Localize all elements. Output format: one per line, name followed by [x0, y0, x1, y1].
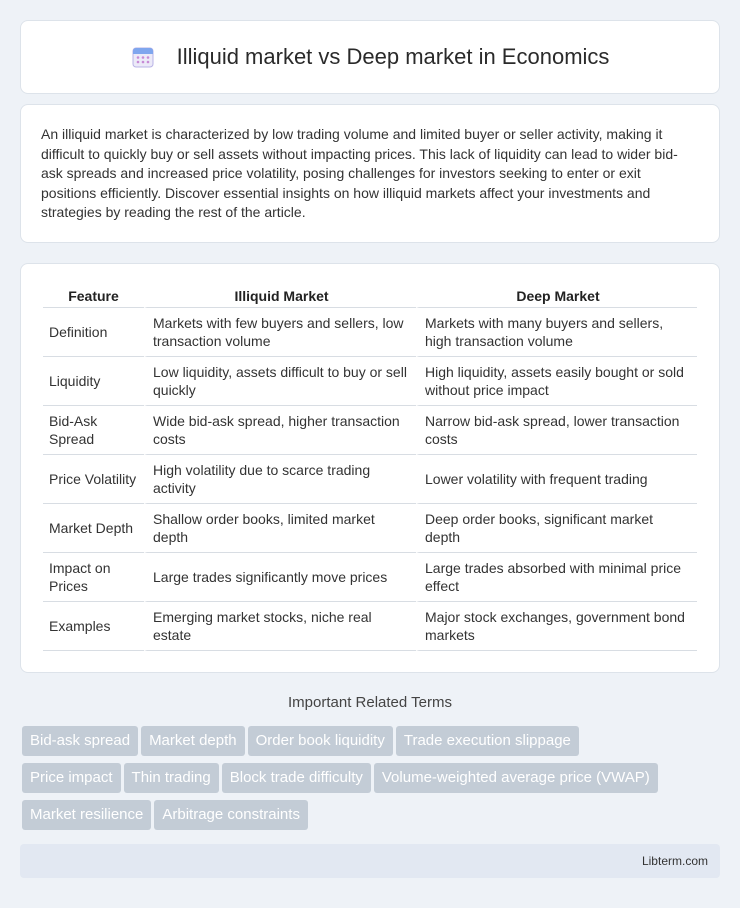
- table-row: [43, 602, 697, 651]
- feature-cell: Bid-Ask Spread: [43, 406, 144, 455]
- deep-cell: Markets with many buyers and sellers, high transaction volume: [416, 308, 697, 357]
- table-row: [43, 504, 697, 553]
- table-row: [43, 455, 697, 504]
- illiquid-cell: High volatility due to scarce trading activity: [144, 455, 416, 504]
- illiquid-cell: Markets with few buyers and sellers, low transaction volume: [144, 308, 416, 357]
- related-terms-list: [22, 726, 722, 837]
- related-term-tag[interactable]: Market resilience: [22, 800, 151, 830]
- table-row: [43, 357, 697, 406]
- comparison-table: [43, 284, 697, 651]
- related-terms-title: Important Related Terms: [288, 694, 452, 711]
- related-term-tag[interactable]: Price impact: [22, 763, 121, 793]
- header-deep-market: Deep Market: [416, 284, 697, 308]
- deep-cell: High liquidity, assets easily bought or sold without price impact: [416, 357, 697, 406]
- related-term-tag[interactable]: Market depth: [141, 726, 245, 756]
- related-term-tag[interactable]: Arbitrage constraints: [154, 800, 308, 830]
- related-term-tag[interactable]: Trade execution slippage: [396, 726, 579, 756]
- feature-cell: Examples: [43, 602, 144, 651]
- feature-cell: Price Volatility: [43, 455, 144, 504]
- deep-cell: Large trades absorbed with minimal price effect: [416, 553, 697, 602]
- footer: [20, 844, 720, 878]
- table-header-row: [43, 284, 697, 308]
- deep-cell: Deep order books, significant market depth: [416, 504, 697, 553]
- feature-cell: Liquidity: [43, 357, 144, 406]
- illiquid-cell: Low liquidity, assets difficult to buy or sell quickly: [144, 357, 416, 406]
- deep-cell: Narrow bid-ask spread, lower transaction costs: [416, 406, 697, 455]
- page-title: Illiquid market vs Deep market in Economics: [176, 44, 610, 69]
- table-row: [43, 308, 697, 357]
- intro-card: [20, 104, 720, 243]
- intro-text: An illiquid market is characterized by low trading volume and limited buyer or seller activity, making it difficult to quickly buy or sell assets without impacting prices. This lack of liquidity can lead to wider bid-ask spreads and increased price volatility, posing challenges for investors seeking to enter or exit positions efficiently. Discover essential insights on how illiquid markets affect your investments and strategies by reading the rest of the article.: [41, 126, 678, 220]
- related-term-tag[interactable]: Bid-ask spread: [22, 726, 138, 756]
- calendar-grid-icon: [131, 45, 155, 69]
- header-illiquid-market: Illiquid Market: [144, 284, 416, 308]
- title-card: [20, 20, 720, 94]
- illiquid-cell: Shallow order books, limited market depth: [144, 504, 416, 553]
- feature-cell: Impact on Prices: [43, 553, 144, 602]
- deep-cell: Lower volatility with frequent trading: [416, 455, 697, 504]
- footer-site-link[interactable]: Libterm.com: [641, 854, 708, 868]
- illiquid-cell: Large trades significantly move prices: [144, 553, 416, 602]
- feature-cell: Definition: [43, 308, 144, 357]
- related-term-tag[interactable]: Thin trading: [124, 763, 219, 793]
- related-term-tag[interactable]: Volume-weighted average price (VWAP): [374, 763, 658, 793]
- illiquid-cell: Wide bid-ask spread, higher transaction costs: [144, 406, 416, 455]
- table-row: [43, 406, 697, 455]
- deep-cell: Major stock exchanges, government bond markets: [416, 602, 697, 651]
- related-term-tag[interactable]: Block trade difficulty: [222, 763, 371, 793]
- related-term-tag[interactable]: Order book liquidity: [248, 726, 393, 756]
- feature-cell: Market Depth: [43, 504, 144, 553]
- comparison-table-card: [20, 263, 720, 673]
- table-row: [43, 553, 697, 602]
- header-feature: Feature: [43, 284, 144, 308]
- illiquid-cell: Emerging market stocks, niche real estate: [144, 602, 416, 651]
